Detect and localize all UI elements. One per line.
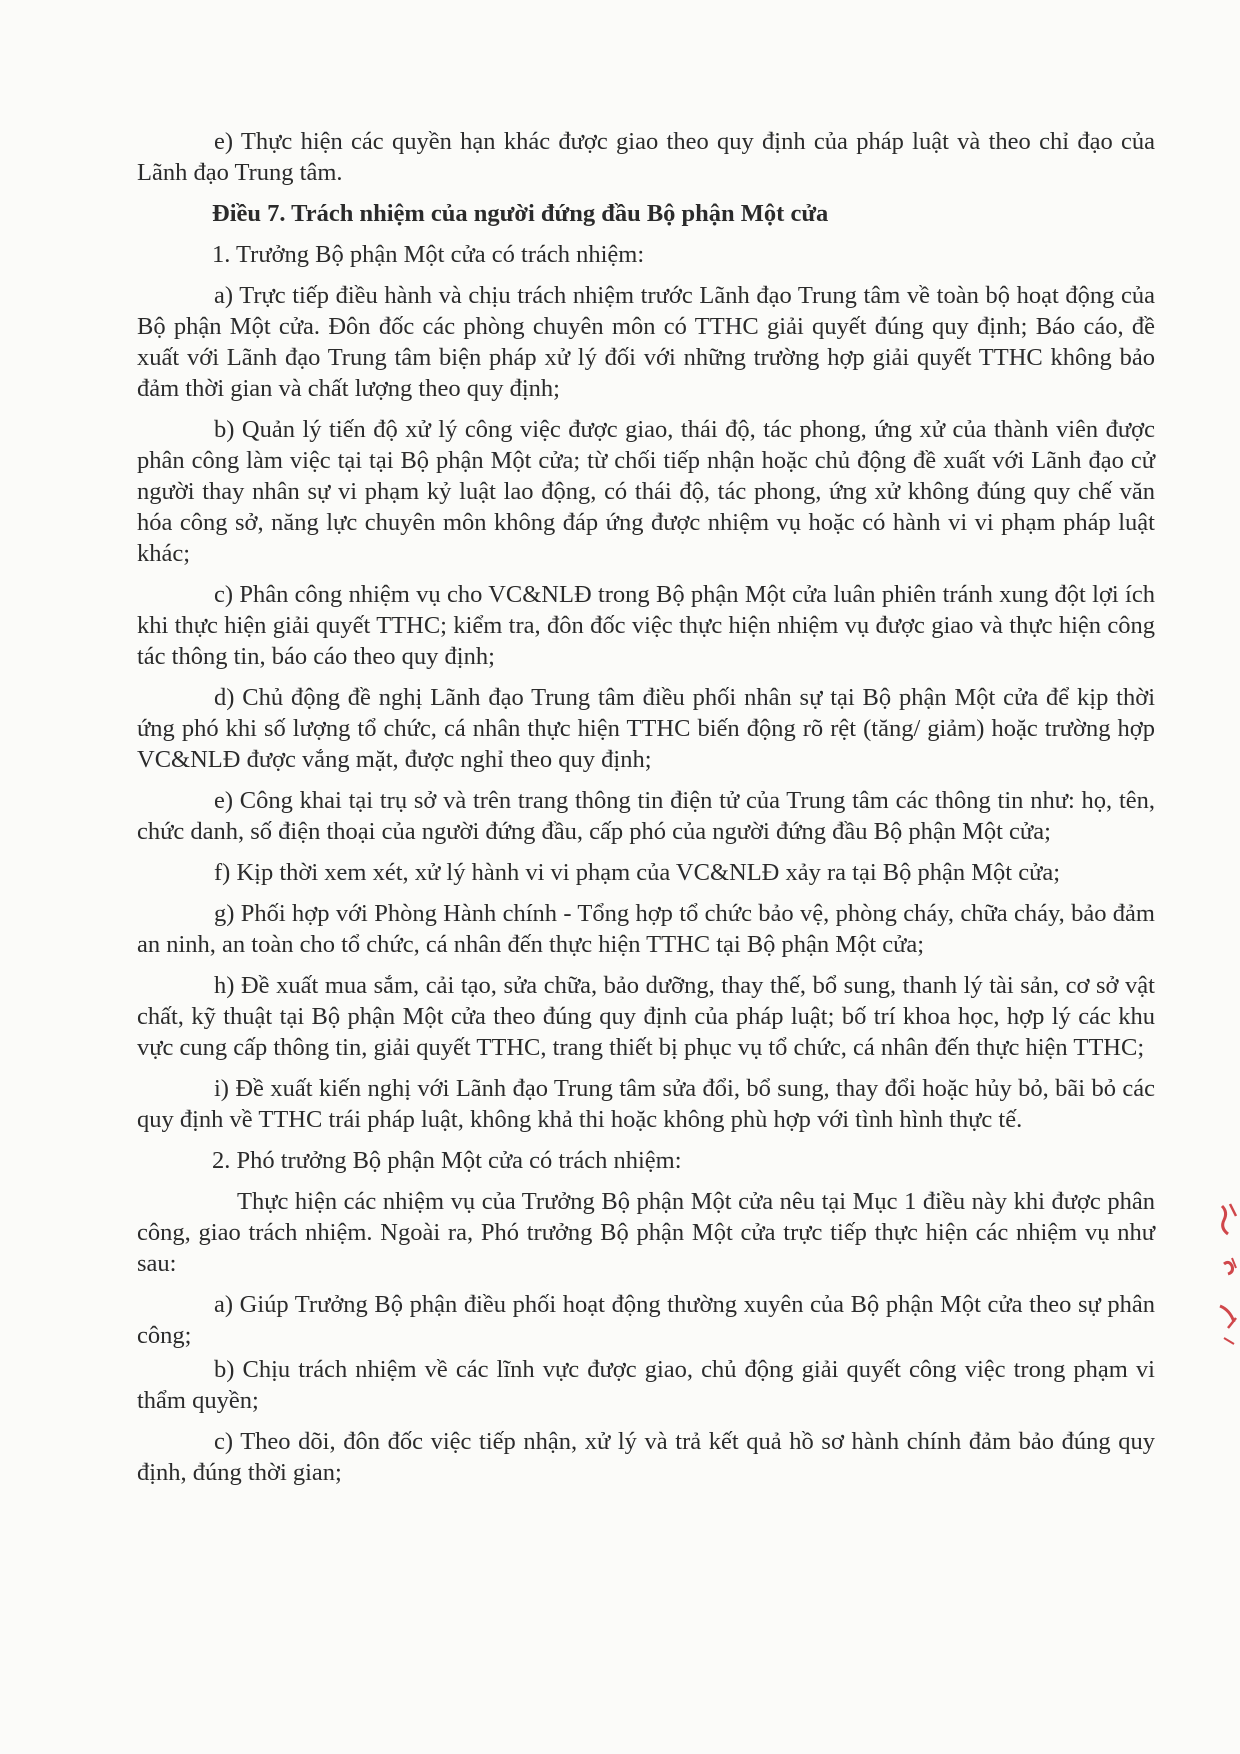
- section-2-intro: Thực hiện các nhiệm vụ của Trưởng Bộ phận Một cửa nêu tại Mục 1 điều này khi được phân công, giao trách nhiệm. Ngoài ra, Phó trưởng Bộ phận Một cửa trực tiếp thực hiện các nhiệm vụ như sau:: [137, 1188, 1155, 1277]
- paragraph-2c: c) Theo dõi, đôn đốc việc tiếp nhận, xử lý và trả kết quả hồ sơ hành chính đảm bảo đúng quy định, đúng thời gian;: [137, 1428, 1155, 1486]
- paragraph-1i: i) Đề xuất kiến nghị với Lãnh đạo Trung tâm sửa đổi, bổ sung, thay đổi hoặc hủy bỏ, bãi bỏ các quy định về TTHC trái pháp luật, không khả thi hoặc không phù hợp với tình hình thực tế.: [137, 1075, 1155, 1133]
- paragraph-2a: a) Giúp Trưởng Bộ phận điều phối hoạt động thường xuyên của Bộ phận Một cửa theo sự phân công;: [137, 1291, 1155, 1349]
- paragraph-e-authority: e) Thực hiện các quyền hạn khác được giao theo quy định của pháp luật và theo chỉ đạo của Lãnh đạo Trung tâm.: [137, 128, 1155, 186]
- red-seal-edge: [1200, 1198, 1240, 1348]
- paragraph-2b: b) Chịu trách nhiệm về các lĩnh vực được giao, chủ động giải quyết công việc trong phạm vi thẩm quyền;: [137, 1356, 1155, 1414]
- paragraph-1c: c) Phân công nhiệm vụ cho VC&NLĐ trong Bộ phận Một cửa luân phiên tránh xung đột lợi ích khi thực hiện giải quyết TTHC; kiểm tra, đôn đốc việc thực hiện nhiệm vụ được giao và thực hiện công tác thông tin, báo cáo theo quy định;: [137, 581, 1155, 670]
- paragraph-1e: e) Công khai tại trụ sở và trên trang thông tin điện tử của Trung tâm các thông tin như: họ, tên, chức danh, số điện thoại của người đứng đầu, cấp phó của người đứng đầu Bộ phận Một cửa;: [137, 787, 1155, 845]
- document-body: [137, 126, 1155, 1498]
- paragraph-1f: f) Kịp thời xem xét, xử lý hành vi vi phạm của VC&NLĐ xảy ra tại Bộ phận Một cửa;: [214, 859, 1061, 886]
- section-2-heading: 2. Phó trưởng Bộ phận Một cửa có trách nhiệm:: [212, 1147, 682, 1174]
- paragraph-1h: h) Đề xuất mua sắm, cải tạo, sửa chữa, bảo dưỡng, thay thế, bổ sung, thanh lý tài sản, cơ sở vật chất, kỹ thuật tại Bộ phận Một cửa theo đúng quy định của pháp luật; bố trí khoa học, hợp lý các khu vực cung cấp thông tin, giải quyết TTHC, trang thiết bị phục vụ tổ chức, cá nhân đến thực hiện TTHC;: [137, 972, 1155, 1061]
- paragraph-1g: g) Phối hợp với Phòng Hành chính - Tổng hợp tổ chức bảo vệ, phòng cháy, chữa cháy, bảo đảm an ninh, an toàn cho tổ chức, cá nhân đến thực hiện TTHC tại Bộ phận Một cửa;: [137, 900, 1155, 958]
- article-7-heading: Điều 7. Trách nhiệm của người đứng đầu Bộ phận Một cửa: [212, 200, 829, 227]
- paragraph-1d: d) Chủ động đề nghị Lãnh đạo Trung tâm điều phối nhân sự tại Bộ phận Một cửa để kịp thời ứng phó khi số lượng tổ chức, cá nhân thực hiện TTHC biến động rõ rệt (tăng/ giảm) hoặc trường hợp VC&NLĐ được vắng mặt, được nghỉ theo quy định;: [137, 684, 1155, 773]
- paragraph-1a: a) Trực tiếp điều hành và chịu trách nhiệm trước Lãnh đạo Trung tâm về toàn bộ hoạt động của Bộ phận Một cửa. Đôn đốc các phòng chuyên môn có TTHC giải quyết đúng quy định; Báo cáo, đề xuất với Lãnh đạo Trung tâm biện pháp xử lý đối với những trường hợp giải quyết TTHC không bảo đảm thời gian và chất lượng theo quy định;: [137, 282, 1155, 402]
- paragraph-1b: b) Quản lý tiến độ xử lý công việc được giao, thái độ, tác phong, ứng xử của thành viên được phân công làm việc tại tại Bộ phận Một cửa; từ chối tiếp nhận hoặc chủ động đề xuất với Lãnh đạo cử người thay nhân sự vi phạm kỷ luật lao động, có thái độ, tác phong, ứng xử không đúng quy chế văn hóa công sở, năng lực chuyên môn không đáp ứng được nhiệm vụ hoặc có hành vi vi phạm pháp luật khác;: [137, 416, 1155, 567]
- section-1-heading: 1. Trưởng Bộ phận Một cửa có trách nhiệm:: [212, 241, 645, 268]
